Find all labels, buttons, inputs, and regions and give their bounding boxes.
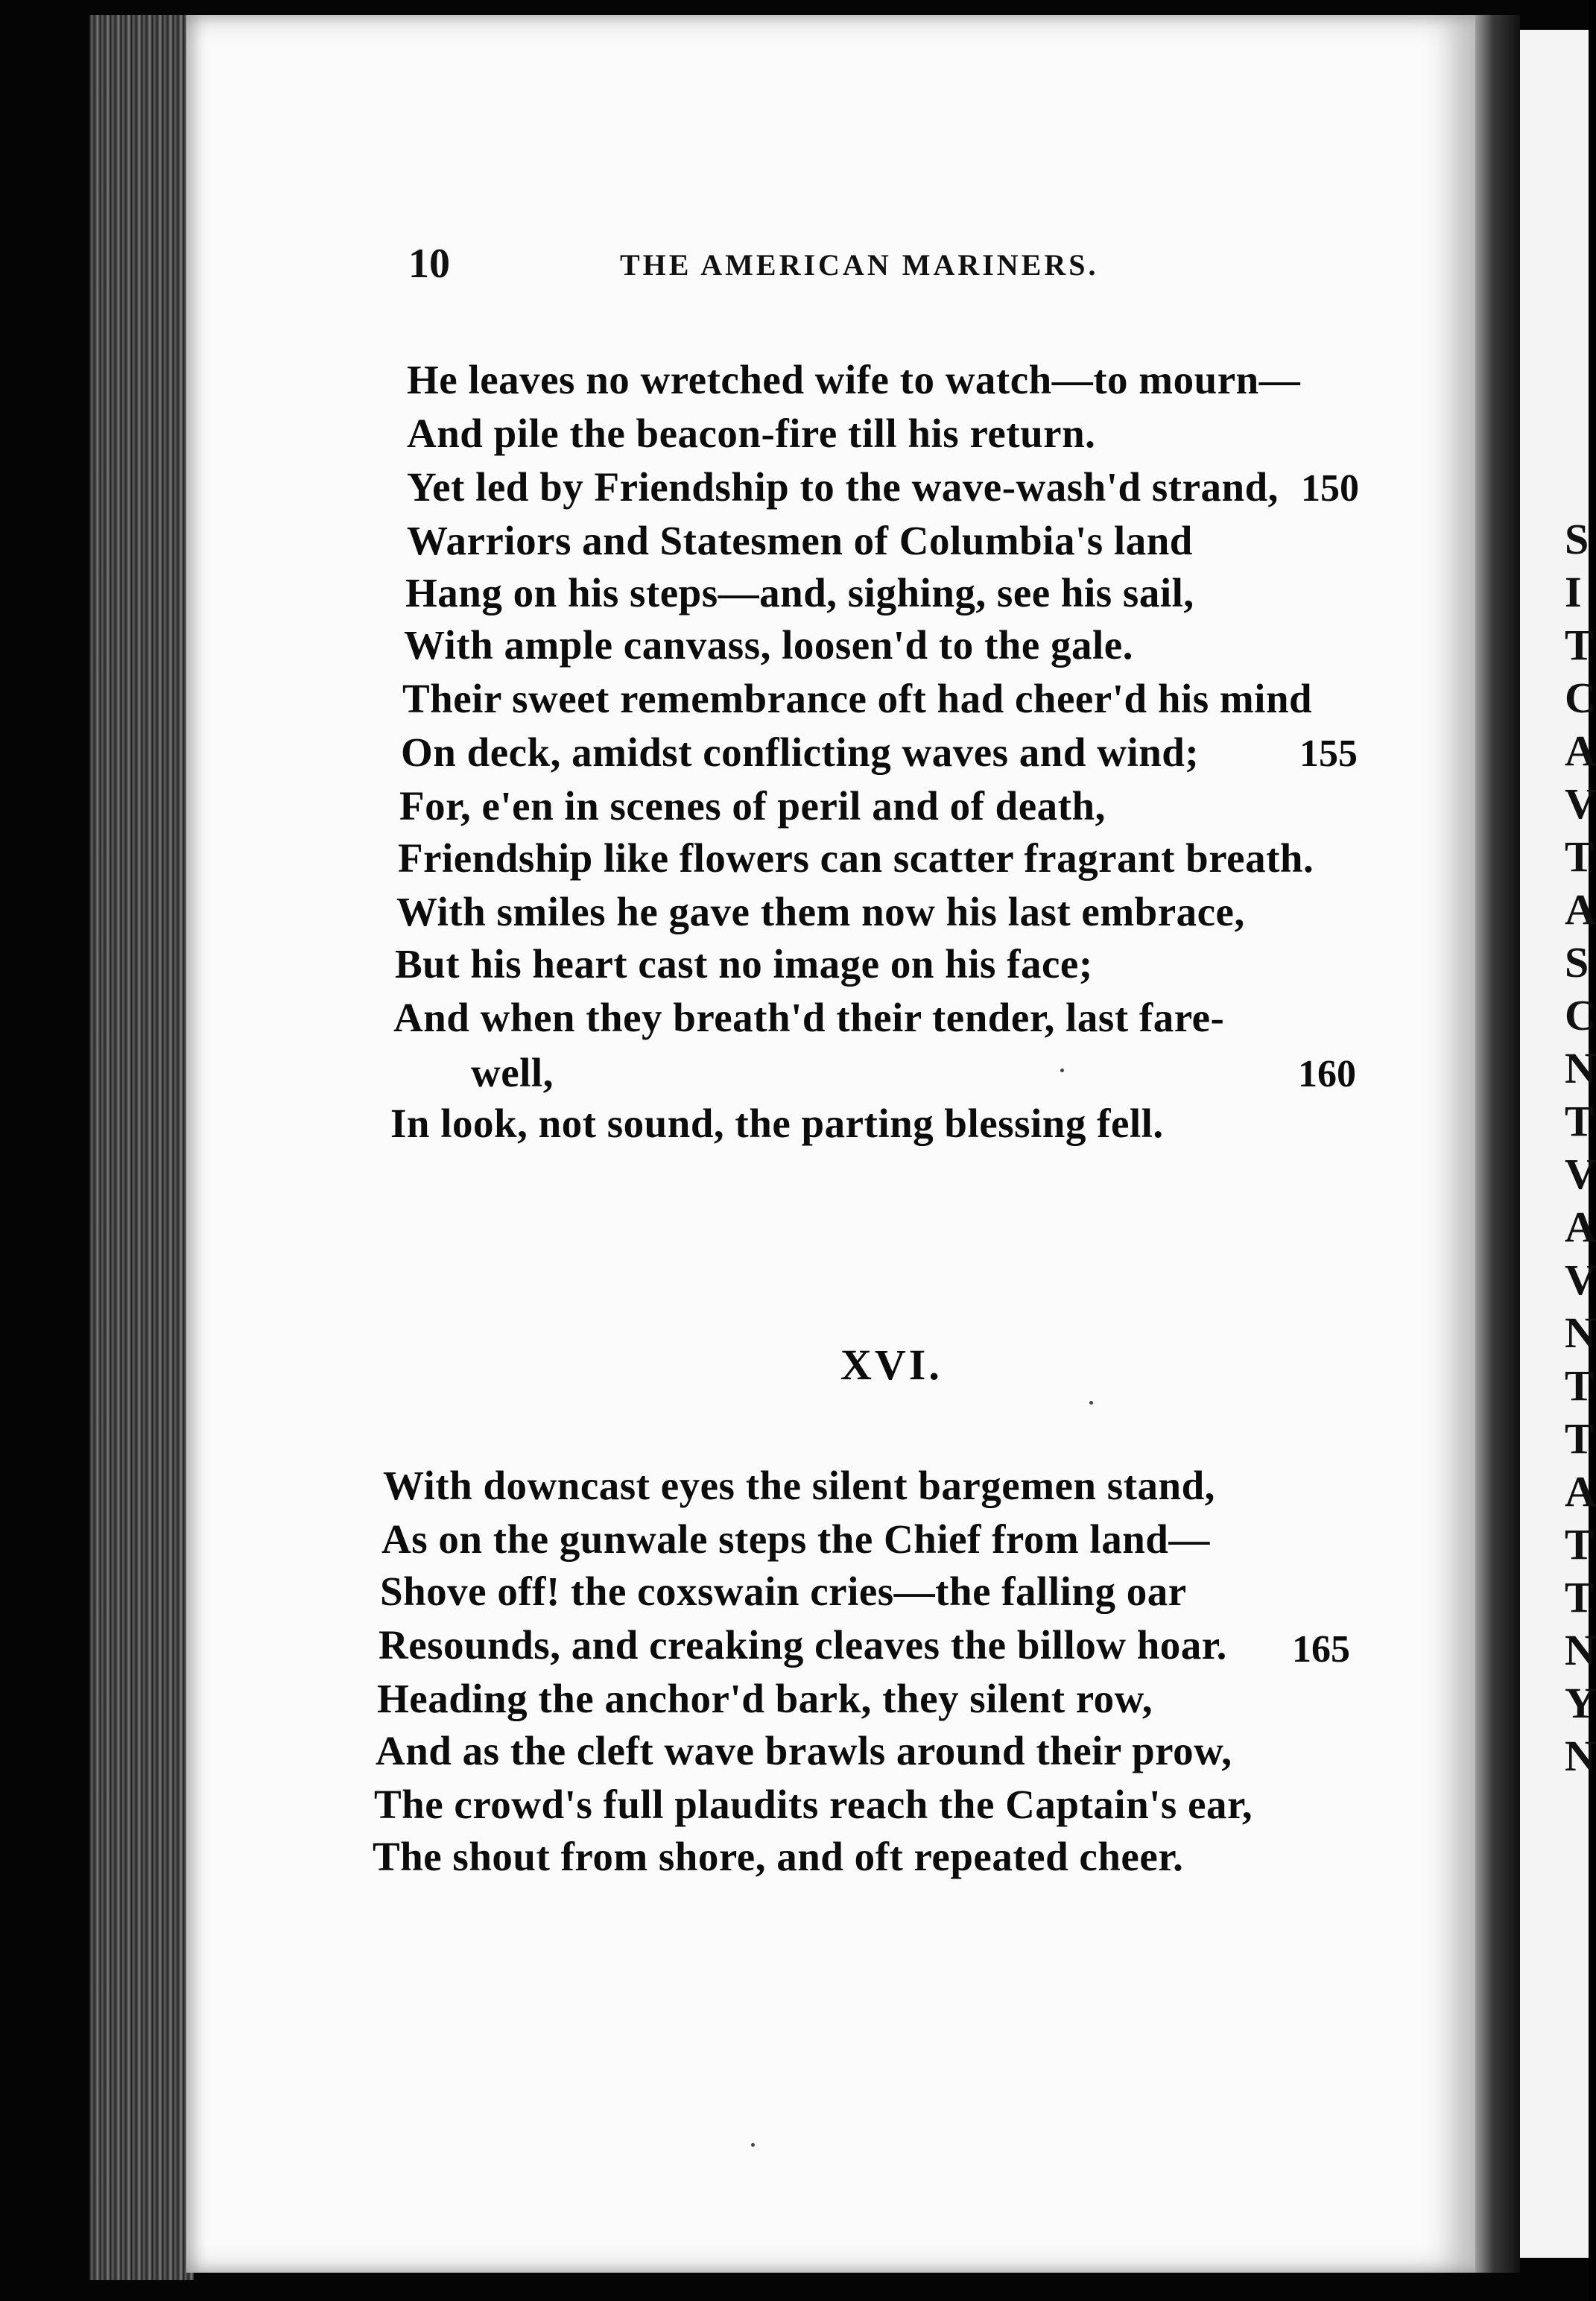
verse-line: Heading the anchor'd bark, they silent row, xyxy=(377,1676,1153,1721)
page-number: 10 xyxy=(408,241,450,287)
verse-line: In look, not sound, the parting blessing fell. xyxy=(390,1101,1164,1146)
facing-page-letter: Y xyxy=(1565,1679,1596,1727)
facing-page-letter: N xyxy=(1565,1308,1596,1357)
ink-speck xyxy=(1089,1401,1093,1405)
facing-page-letter: S xyxy=(1565,938,1589,987)
facing-page-letter: T xyxy=(1565,621,1594,669)
verse-line: With downcast eyes the silent bargemen stand, xyxy=(383,1463,1215,1508)
verse-line: With smiles he gave them now his last embrace, xyxy=(396,889,1245,934)
verse-line: The crowd's full plaudits reach the Captain's ear, xyxy=(374,1782,1253,1827)
verse-line: On deck, amidst conflicting waves and wind; xyxy=(401,729,1200,775)
facing-page-letter: C xyxy=(1565,991,1596,1039)
verse-line: Friendship like flowers can scatter fragrant breath. xyxy=(398,835,1314,881)
verse-line: Shove off! the coxswain cries—the falling oar xyxy=(380,1569,1187,1614)
line-number: 150 xyxy=(1301,467,1359,510)
verse-line: He leaves no wretched wife to watch—to mourn— xyxy=(407,357,1301,402)
verse-line: And when they breath'd their tender, last fare- xyxy=(393,995,1225,1040)
verse-line: As on the gunwale steps the Chief from land— xyxy=(381,1516,1210,1562)
verse-line: Warriors and Statesmen of Columbia's land xyxy=(407,518,1193,563)
facing-page-letter: V xyxy=(1565,1150,1596,1198)
facing-page-letter: T xyxy=(1565,1520,1594,1569)
verse-line: For, e'en in scenes of peril and of death, xyxy=(399,783,1106,829)
verse-line: But his heart cast no image on his face; xyxy=(395,941,1093,987)
facing-page-letter: N xyxy=(1565,1044,1596,1092)
facing-page-letter: T xyxy=(1565,1573,1594,1621)
verse-line: And pile the beacon-fire till his return. xyxy=(407,411,1096,456)
facing-page-letter: V xyxy=(1565,779,1596,828)
line-number: 165 xyxy=(1292,1628,1350,1671)
page-header xyxy=(408,240,1198,300)
facing-page-letter: T xyxy=(1565,1414,1594,1463)
verse-line: The shout from shore, and oft repeated cheer. xyxy=(373,1834,1184,1879)
running-title: THE AMERICAN MARINERS. xyxy=(620,248,1099,282)
verse-line: With ample canvass, loosen'd to the gale. xyxy=(404,622,1133,668)
verse-line: well, xyxy=(471,1050,554,1095)
page-stack-edge xyxy=(89,15,194,2280)
facing-page-letter: C xyxy=(1565,674,1596,722)
book-gutter xyxy=(1475,15,1520,2273)
verse-line: Resounds, and creaking cleaves the billow hoar. xyxy=(379,1622,1227,1668)
facing-page-letter: A xyxy=(1565,885,1596,934)
facing-page-letter: N xyxy=(1565,1626,1596,1674)
facing-page-letter: I xyxy=(1565,568,1582,616)
facing-page-letter: T xyxy=(1565,832,1594,881)
facing-page-letter: T xyxy=(1565,1097,1594,1145)
facing-page-letter: N xyxy=(1565,1732,1596,1780)
ink-speck xyxy=(1060,1069,1064,1072)
line-number: 160 xyxy=(1298,1053,1356,1095)
section-heading: XVI. xyxy=(840,1341,943,1389)
facing-page-letter: V xyxy=(1565,1256,1596,1304)
verse-line: Their sweet remembrance oft had cheer'd his mind xyxy=(402,676,1313,721)
facing-page-letter: T xyxy=(1565,1361,1594,1410)
facing-page-letter: S xyxy=(1565,515,1589,563)
facing-page-letter: A xyxy=(1565,1467,1596,1516)
verse-line: Hang on his steps—and, sighing, see his sail, xyxy=(405,570,1194,615)
facing-page-letter: A xyxy=(1565,727,1596,775)
line-number: 155 xyxy=(1299,732,1358,775)
ink-speck xyxy=(751,2143,755,2147)
facing-page-letter: A xyxy=(1565,1203,1596,1251)
verse-line: And as the cleft wave brawls around their prow, xyxy=(376,1728,1232,1773)
verse-line: Yet led by Friendship to the wave-wash'd strand, xyxy=(407,464,1279,510)
